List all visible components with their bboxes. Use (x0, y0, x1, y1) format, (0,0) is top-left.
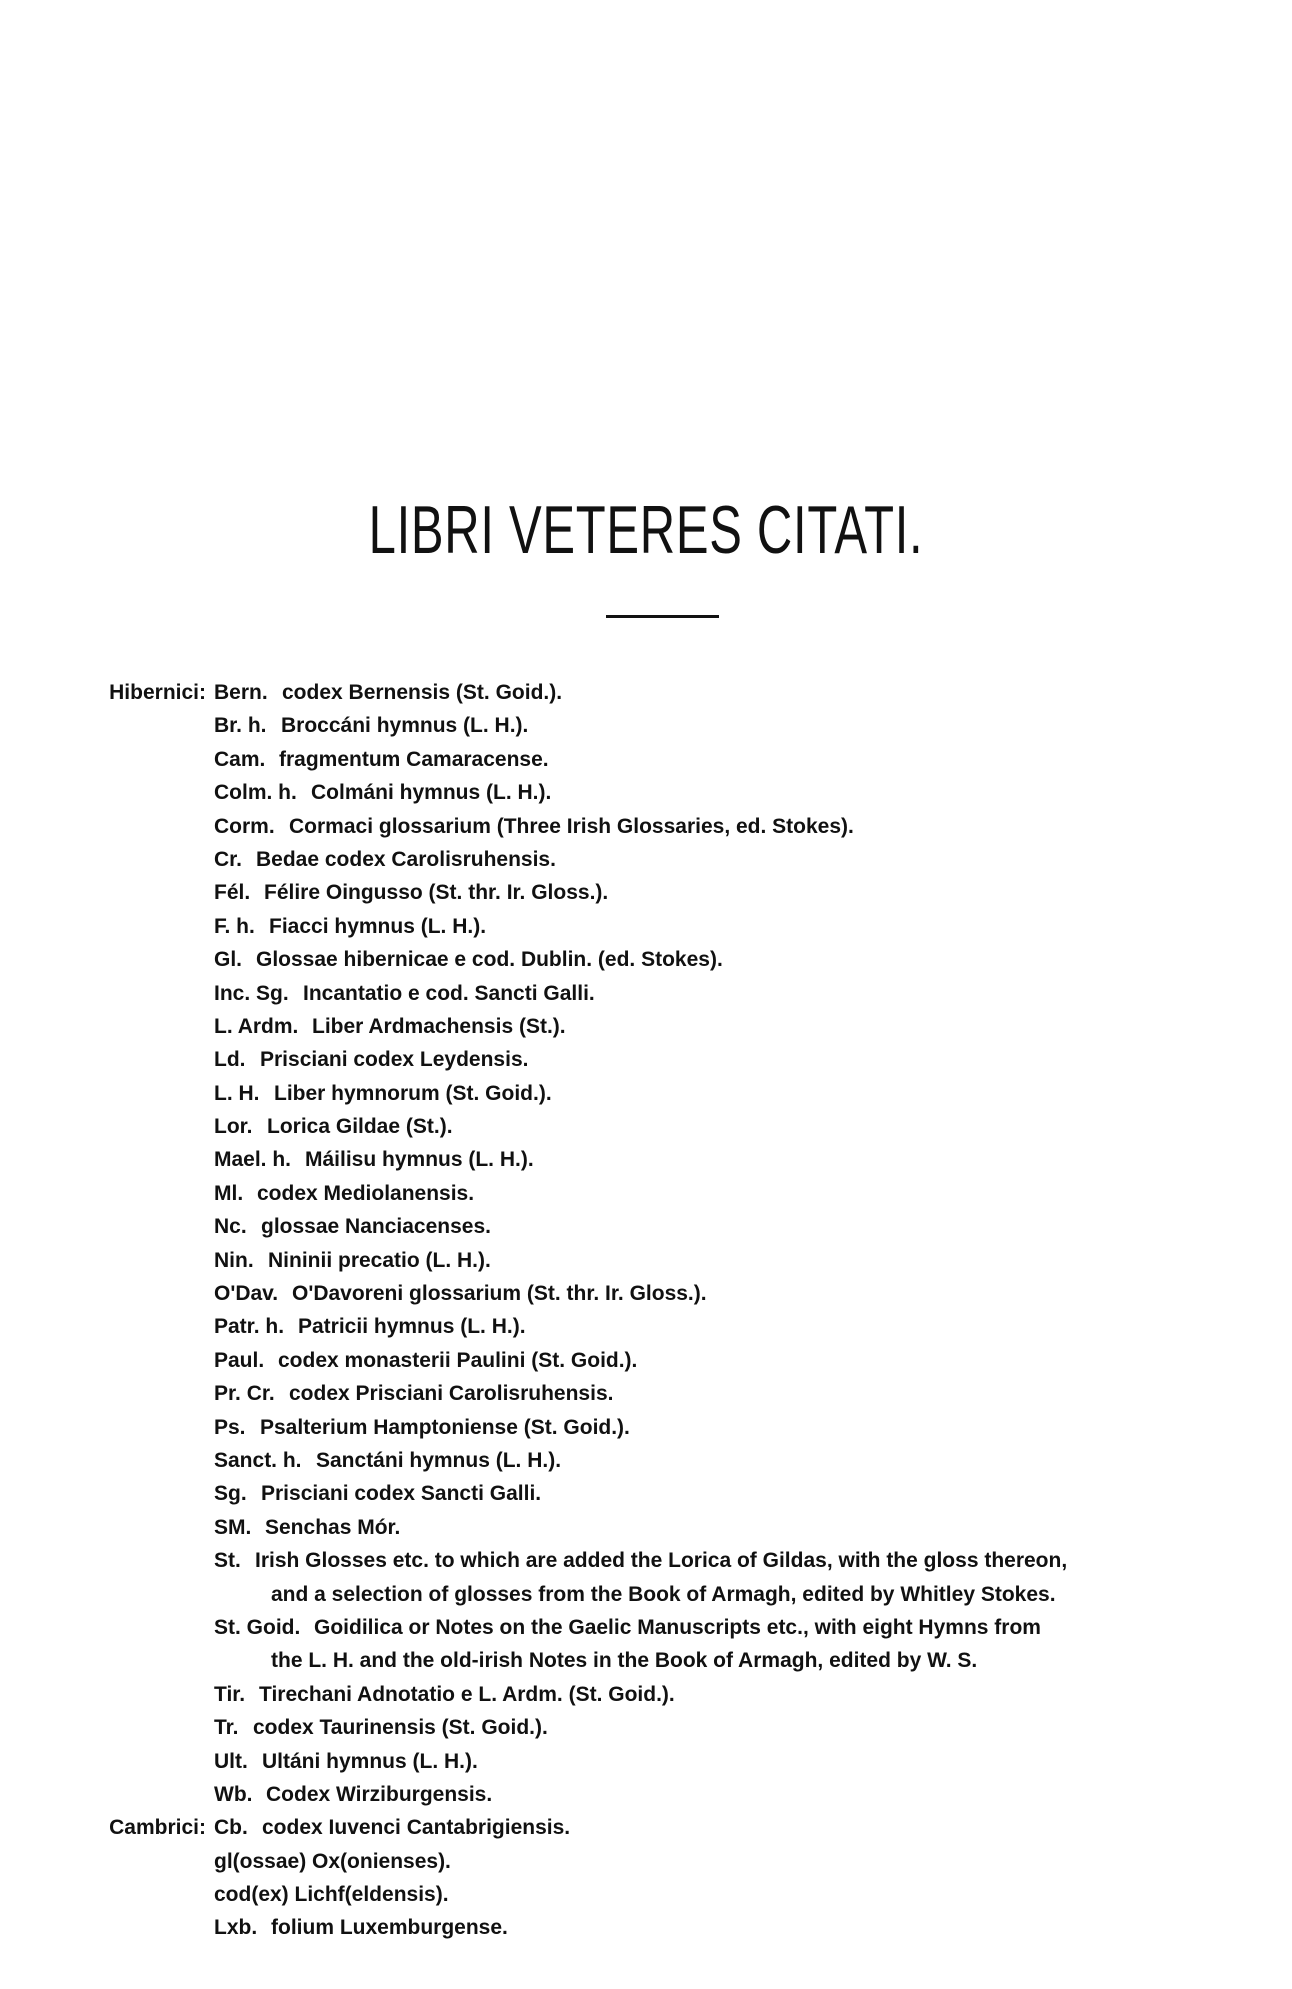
list-entry (0, 743, 1292, 776)
list-entry (0, 1377, 1292, 1410)
list-entry (0, 676, 1292, 709)
entry-description: Incantatio e cod. Sancti Galli. (303, 981, 595, 1005)
entry-abbreviation: Ps. (214, 1415, 246, 1439)
list-entry (0, 1745, 1292, 1778)
list-entry-continuation (0, 1644, 1292, 1677)
list-entry (0, 843, 1292, 876)
entry-description: Colmáni hymnus (L. H.). (311, 781, 552, 805)
abbreviation-list (0, 676, 1292, 1945)
list-entry (0, 1277, 1292, 1310)
page-title: LIBRI VETERES CITATI. (368, 492, 924, 568)
entry-description: codex Mediolanensis. (257, 1181, 475, 1205)
entry-abbreviation: Bern. (214, 681, 268, 704)
entry-abbreviation: O'Dav. (214, 1282, 279, 1306)
entry-description-continued: the L. H. and the old-irish Notes in the Book of Armagh, edited by W. S. (271, 1649, 978, 1673)
list-entry (0, 1177, 1292, 1210)
entry-description: Codex Wirziburgensis. (266, 1782, 493, 1806)
entry-description: Félire Oingusso (St. thr. Ir. Gloss.). (264, 881, 609, 905)
entry-description-continued: and a selection of glosses from the Book of Armagh, edited by Whitley Stokes. (271, 1582, 1056, 1606)
list-entry (0, 1110, 1292, 1143)
entry-abbreviation: Nin. (214, 1248, 254, 1272)
entry-description: Glossae hibernicae e cod. Dublin. (ed. Stokes). (256, 948, 723, 972)
entry-abbreviation: L. H. (214, 1081, 260, 1105)
entry-description: codex monasterii Paulini (St. Goid.). (278, 1348, 638, 1372)
entry-description: Patricii hymnus (L. H.). (298, 1315, 526, 1339)
entry-abbreviation: Ml. (214, 1181, 244, 1205)
entry-abbreviation: Paul. (214, 1348, 265, 1372)
entry-abbreviation: Fél. (214, 881, 251, 905)
list-entry (0, 1210, 1292, 1243)
entry-abbreviation: Cam. (214, 747, 266, 771)
title-rule (606, 615, 719, 618)
entry-abbreviation: Patr. h. (214, 1315, 285, 1339)
entry-description: Ultáni hymnus (L. H.). (262, 1749, 478, 1773)
entry-abbreviation: gl(ossae) Ox(onienses). (214, 1849, 451, 1873)
entry-abbreviation: Nc. (214, 1215, 247, 1239)
entry-description: Sanctáni hymnus (L. H.). (316, 1448, 562, 1472)
entry-description: fragmentum Camaracense. (279, 747, 549, 771)
group-label: Hibernici: (109, 681, 206, 704)
entry-description: Liber hymnorum (St. Goid.). (274, 1081, 552, 1105)
entry-description: Prisciani codex Leydensis. (260, 1048, 529, 1072)
entry-description: Máilisu hymnus (L. H.). (305, 1148, 534, 1172)
entry-abbreviation: Gl. (214, 948, 243, 972)
entry-abbreviation: Cb. (214, 1816, 248, 1840)
list-entry (0, 1344, 1292, 1377)
list-entry (0, 1511, 1292, 1544)
entry-abbreviation: Mael. h. (214, 1148, 292, 1172)
list-entry (0, 1711, 1292, 1744)
entry-abbreviation: Sanct. h. (214, 1448, 302, 1472)
list-entry (0, 1477, 1292, 1510)
entry-abbreviation: St. (214, 1549, 241, 1573)
entry-abbreviation: F. h. (214, 914, 255, 938)
list-entry (0, 876, 1292, 909)
entry-abbreviation: Colm. h. (214, 781, 297, 805)
list-entry (0, 709, 1292, 742)
list-entry (0, 1010, 1292, 1043)
entry-description: Broccáni hymnus (L. H.). (281, 714, 529, 738)
list-entry-continuation (0, 1578, 1292, 1611)
entry-abbreviation: Corm. (214, 814, 275, 838)
entry-abbreviation: Lor. (214, 1115, 253, 1139)
list-entry (0, 910, 1292, 943)
list-entry (0, 776, 1292, 809)
list-entry (0, 810, 1292, 843)
entry-description: Lorica Gildae (St.). (267, 1115, 453, 1139)
list-entry (0, 1845, 1292, 1878)
list-entry (0, 1411, 1292, 1444)
entry-description: glossae Nanciacenses. (261, 1215, 491, 1239)
list-entry (0, 1778, 1292, 1811)
entry-description: codex Iuvenci Cantabrigiensis. (262, 1816, 571, 1840)
list-entry (0, 1444, 1292, 1477)
entry-description: codex Bernensis (St. Goid.). (282, 681, 563, 704)
entry-description: Tirechani Adnotatio e L. Ardm. (St. Goid.). (259, 1682, 675, 1706)
entry-description: Liber Ardmachensis (St.). (312, 1014, 566, 1038)
entry-description: Psalterium Hamptoniense (St. Goid.). (260, 1415, 630, 1439)
entry-abbreviation: Cr. (214, 847, 243, 871)
entry-description: Prisciani codex Sancti Galli. (261, 1482, 542, 1506)
entry-description: folium Luxemburgense. (271, 1916, 508, 1940)
list-entry (0, 1911, 1292, 1944)
entry-abbreviation: Tir. (214, 1682, 246, 1706)
entry-abbreviation: L. Ardm. (214, 1014, 299, 1038)
entry-description: Nininii precatio (L. H.). (268, 1248, 491, 1272)
entry-abbreviation: Pr. Cr. (214, 1382, 275, 1406)
list-entry (0, 1077, 1292, 1110)
entry-description: O'Davoreni glossarium (St. thr. Ir. Gloss.). (292, 1282, 707, 1306)
entry-abbreviation: Ld. (214, 1048, 246, 1072)
list-entry (0, 1611, 1292, 1644)
entry-abbreviation: Lxb. (214, 1916, 258, 1940)
list-entry (0, 1878, 1292, 1911)
entry-abbreviation: St. Goid. (214, 1615, 301, 1639)
entry-abbreviation: cod(ex) Lichf(eldensis). (214, 1883, 449, 1907)
list-entry (0, 1544, 1292, 1577)
entry-abbreviation: Ult. (214, 1749, 248, 1773)
entry-description: Irish Glosses etc. to which are added the Lorica of Gildas, with the gloss thereon, (255, 1549, 1068, 1573)
entry-description: Cormaci glossarium (Three Irish Glossaries, ed. Stokes). (289, 814, 854, 838)
entry-abbreviation: Br. h. (214, 714, 267, 738)
group-label: Cambrici: (109, 1816, 206, 1840)
list-entry (0, 1310, 1292, 1343)
entry-description: codex Prisciani Carolisruhensis. (289, 1382, 614, 1406)
entry-abbreviation: SM. (214, 1515, 252, 1539)
entry-description: Senchas Mór. (265, 1515, 401, 1539)
entry-description: Goidilica or Notes on the Gaelic Manuscripts etc., with eight Hymns from (314, 1615, 1041, 1639)
list-entry (0, 943, 1292, 976)
list-entry (0, 1678, 1292, 1711)
entry-abbreviation: Tr. (214, 1716, 239, 1740)
entry-abbreviation: Inc. Sg. (214, 981, 289, 1005)
list-entry (0, 1143, 1292, 1176)
entry-abbreviation: Wb. (214, 1782, 253, 1806)
list-entry (0, 1244, 1292, 1277)
list-entry (0, 977, 1292, 1010)
entry-description: Fiacci hymnus (L. H.). (269, 914, 487, 938)
entry-description: codex Taurinensis (St. Goid.). (253, 1716, 548, 1740)
entry-abbreviation: Sg. (214, 1482, 247, 1506)
list-entry (0, 1043, 1292, 1076)
entry-description: Bedae codex Carolisruhensis. (256, 847, 556, 871)
list-entry (0, 1811, 1292, 1844)
